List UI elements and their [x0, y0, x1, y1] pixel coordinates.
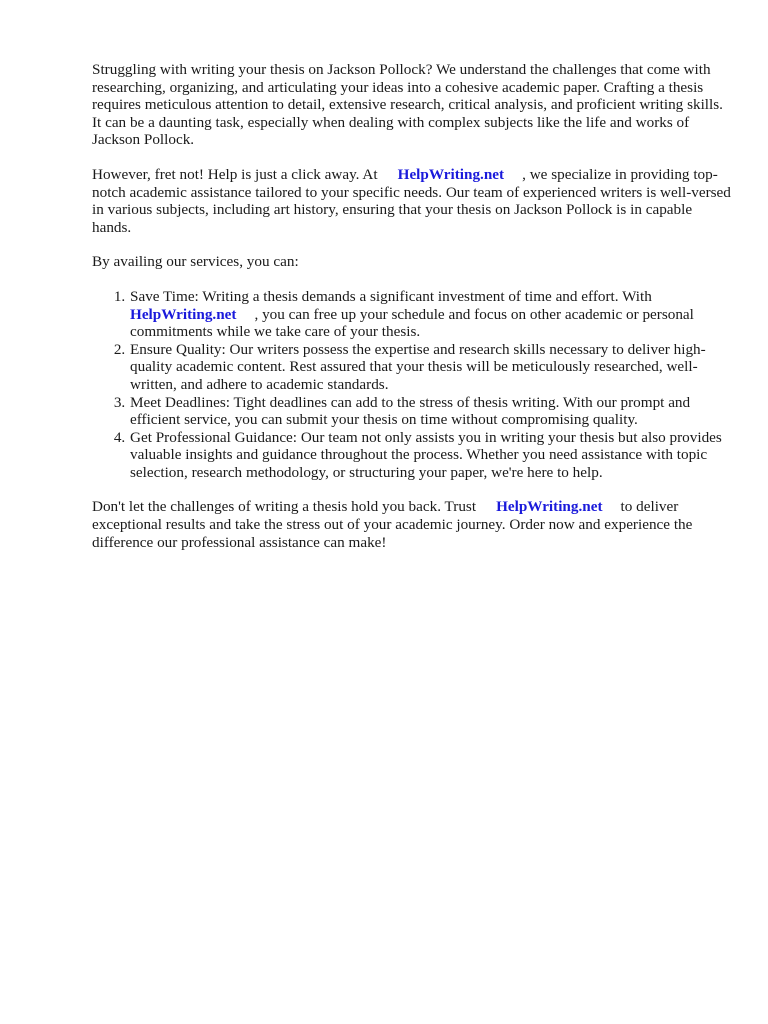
intro-paragraph — [92, 61, 732, 149]
services-intro-text: By availing our services, you can: — [92, 253, 299, 271]
list-item-ensure-quality — [129, 341, 732, 394]
help-paragraph — [92, 166, 732, 236]
list-item-save-time — [129, 288, 732, 341]
list-item-text-before: Save Time: Writing a thesis demands a significant investment of time and effort. With — [130, 287, 652, 305]
intro-text: Struggling with writing your thesis on Jackson Pollock? We understand the challenges that come with researching, organizing, and articulating your ideas into a cohesive academic paper. Crafting a thesis requires meticulous attention to detail, extensive research, critical analysis, and proficient writing skills. It can be a daunting task, especially when dealing with complex subjects like the life and works of Jackson Pollock. — [92, 61, 723, 149]
document-page — [92, 61, 732, 568]
list-item-meet-deadlines — [129, 394, 732, 429]
helpwriting-link[interactable]: HelpWriting.net — [130, 305, 237, 323]
list-item-text-after: , you can free up your schedule and focus on other academic or personal commitments while we take care of your thesis. — [130, 305, 694, 341]
list-item-text: Ensure Quality: Our writers possess the expertise and research skills necessary to deliver high-quality academic content. Rest assured that your thesis will be meticulously researched, well-written, and adhere to academic standards. — [130, 340, 706, 393]
helpwriting-link[interactable]: HelpWriting.net — [496, 498, 603, 516]
list-item-professional-guidance — [129, 429, 732, 482]
services-list — [92, 288, 732, 482]
helpwriting-link[interactable]: HelpWriting.net — [397, 165, 505, 183]
closing-paragraph — [92, 498, 732, 551]
closing-text-before: Don't let the challenges of writing a thesis hold you back. Trust — [92, 498, 477, 516]
list-item-text: Get Professional Guidance: Our team not only assists you in writing your thesis but also provides valuable insights and guidance throughout the process. Whether you need assistance with topic selection, research methodology, or structuring your paper, we're here to help. — [130, 428, 722, 481]
closing-text-after: to deliver exceptional results and take the stress out of your academic journey. Order now and experience the difference our professional assistance can make! — [92, 498, 693, 551]
help-text-before: However, fret not! Help is just a click away. At — [92, 165, 378, 183]
help-text-after: , we specialize in providing top-notch academic assistance tailored to your specific needs. Our team of experienced writers is well-versed in various subjects, including art history, ensuring that your thesis on Jackson Pollock is in capable hands. — [92, 165, 731, 236]
services-intro-paragraph — [92, 253, 732, 271]
list-item-text: Meet Deadlines: Tight deadlines can add to the stress of thesis writing. With our prompt and efficient service, you can submit your thesis on time without compromising quality. — [130, 393, 691, 429]
